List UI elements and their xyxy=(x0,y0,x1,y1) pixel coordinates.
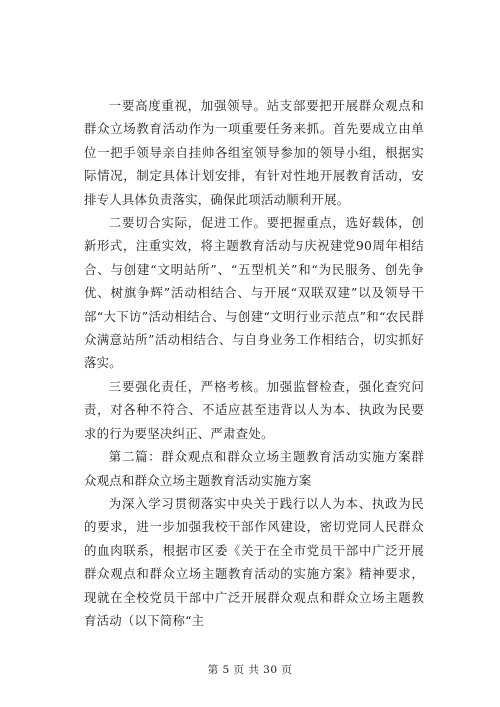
closing-paragraph: 为深入学习贯彻落实中央关于践行以人为本、执政为民的要求，进一步加强我校干部作风建设，密切党同人民群众的血肉联系，根据市区委《关于在全市党员干部中广泛开展群众观点和群众立场主题教育活动的实施方案》精神要求，现就在全校党员干部中广泛开展群众观点和群众立场主题教育活动（以下简称“主 xyxy=(84,495,424,628)
section-heading: 第二篇：群众观点和群众立场主题教育活动实施方案群众观点和群众立场主题教育活动实施方案 xyxy=(84,449,424,488)
document-body xyxy=(84,94,424,632)
paragraph-1: 一要高度重视，加强领导。站支部要把开展群众观点和群众立场教育活动作为一项重要任务来抓。首先要成立由单位一把手领导亲自挂帅各组室领导参加的领导小组，根据实际情况，制定具体计划安排，有针对性地开展教育活动，安排专人具体负责落实，确保此项活动顺利开展。 xyxy=(84,98,424,207)
paragraph-3: 三要强化责任，严格考核。加强监督检查，强化查究问责，对各种不符合、不适应甚至违背以人为本、执政为民要求的行为要坚决纠正、严肃查处。 xyxy=(84,378,424,441)
page-footer: 第 5 页 共 30 页 xyxy=(207,664,293,676)
paragraph-2: 二要切合实际，促进工作。要把握重点，选好载体，创新形式，注重实效，将主题教育活动与庆祝建党90周年相结合、与创建“文明站所”、“五型机关”和“为民服务、创先争优、树旗争辉”活动相结合、与开展“双联双建”以及领导干部“大下访”活动相结合、与创建“文明行业示范点”和“农民群众满意站所”活动相结合、与自身业务工作相结合，切实抓好落实。 xyxy=(84,215,424,371)
